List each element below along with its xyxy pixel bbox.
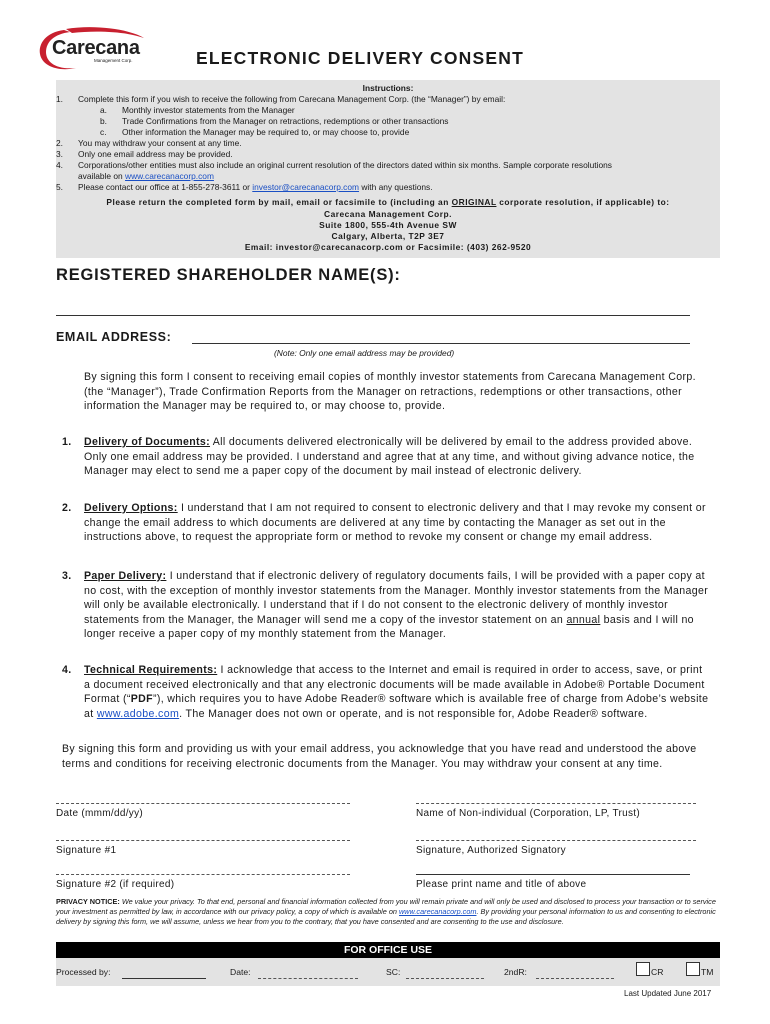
closing-paragraph: By signing this form and providing us with your email address, you acknowledge that you have read and understood the above terms and conditions for receiving electronic documents from the Manager. You may withdraw your consent at any time. [62,743,697,770]
term-paper-delivery: 3. Paper Delivery: I understand that if electronic delivery of regulatory documents fails, I will be provided with a paper copy at no cost, with the exception of monthly investor statements from the Manager. Monthly investor statements from the Manager will only be available electronically. I understand that if I do not consent to the electronic delivery of monthly investor statements from the Manager, the Manager will send me a copy of the investor statement on an annual basis and I will no longer receive a paper copy of my monthly statement from the Manager. [62,570,709,641]
non-individual-field[interactable] [416,803,696,804]
address-line-3: Calgary, Alberta, T2P 3E7 [331,231,445,241]
intro-paragraph: By signing this form I consent to receiving email copies of monthly investor statements from Carecana Management Corp. (the “Manager”), Trade Confirmation Reports from the Manager on retractions, redemptions or other transactions, other information the Manager may be required to, or may choose to, provide. [84,371,696,413]
resolutions-link[interactable]: www.carecanacorp.com [125,171,214,181]
sc-field[interactable] [406,978,484,979]
logo-text: Carecana [52,37,140,59]
print-name-field[interactable] [416,874,690,875]
authorized-signatory-field[interactable] [416,840,696,841]
office-use-header [56,942,720,958]
second-r-field[interactable] [536,978,614,979]
contact-email-link[interactable]: investor@carecanacorp.com [252,182,360,192]
shareholder-name-field[interactable] [56,315,690,316]
instruction-item-2: 2. You may withdraw your consent at any time. [56,138,242,148]
non-individual-label: Name of Non-individual (Corporation, LP, Trust) [416,808,641,819]
email-address-label: EMAIL ADDRESS: [56,330,172,344]
sc-label: SC: [386,967,401,977]
adobe-link[interactable]: www.adobe.com [96,707,180,720]
instruction-item-3: 3. Only one email address may be provided. [56,149,233,159]
registered-shareholder-heading: REGISTERED SHAREHOLDER NAME(S): [56,266,401,284]
term-technical-requirements: 4. Technical Requirements: I acknowledge that access to the Internet and email is required in order to access, save, or print a document received electronically and that any electronic documents will be made available in Adobe® Portable Document Format (“PDF”), which requires you to have Adobe Reader® software which is available free of charge from Adobe’s website at www.adobe.com. The Manager does not own or operate, and is not responsible for, Adobe Reader® software. [62,664,709,720]
processed-by-field[interactable] [122,978,206,979]
signature-2-field[interactable] [56,874,350,875]
office-use-title: FOR OFFICE USE [343,944,433,956]
office-date-label: Date: [230,967,251,977]
address-line-1: Carecana Management Corp. [324,209,452,219]
instruction-item-4-cont: available on www.carecanacorp.com [78,171,214,181]
company-logo [36,24,148,76]
office-date-field[interactable] [258,978,358,979]
logo-subtext: Management Corp. [94,58,133,63]
tm-checkbox[interactable] [686,962,700,976]
last-updated: Last Updated June 2017 [624,989,712,998]
instructions-box [56,80,720,258]
privacy-notice: PRIVACY NOTICE: We value your privacy. To that end, personal and financial information collected from you will remain private and will only be used and disclosed to process your transaction or to service your investment as permitted by law, in accordance with our privacy policy, a copy of which is available on www.carecanacorp.com. By providing your personal information to us and consenting to electronic delivery by signing this form, we will assume, unless we hear from you to the contrary, that you have consented and are consenting to the use and disclosure. [56,897,716,927]
cr-checkbox[interactable] [636,962,650,976]
print-name-label: Please print name and title of above [416,879,587,890]
instruction-subitem-a: a. Monthly investor statements from the Manager [100,105,295,115]
authorized-signatory-label: Signature, Authorized Signatory [416,845,566,856]
office-use-box [56,958,720,986]
instruction-subitem-c: c. Other information the Manager may be required to, or may choose to, provide [100,127,410,137]
privacy-link[interactable]: www.carecanacorp.com [399,907,477,917]
instruction-item-1: 1. Complete this form if you wish to receive the following from Carecana Management Corp. (the “Manager”) by email: [56,94,506,104]
term-delivery-options: 2. Delivery Options: I understand that I am not required to consent to electronic delivery and that I may revoke my consent or change the email address to which documents are delivered at any time by contacting the Manager as set out in the instructions above, to request the appropriate form or method to revoke my consent or change my email address. [62,502,706,544]
date-field[interactable] [56,803,350,804]
signature-1-label: Signature #1 [56,845,117,856]
instruction-item-4: 4. Corporations/other entities must also include an original current resolution of the directors dated within six months. Sample corporate resolutions [56,160,612,170]
email-note: (Note: Only one email address may be provided) [274,348,455,358]
document-title: ELECTRONIC DELIVERY CONSENT [196,48,524,68]
signature-1-field[interactable] [56,840,350,841]
date-label: Date (mmm/dd/yy) [56,808,144,819]
instruction-item-5: 5. Please contact our office at 1-855-278-3611 or investor@carecanacorp.com with any questions. [56,182,433,192]
instruction-subitem-b: b. Trade Confirmations from the Manager on retractions, redemptions or other transactions [100,116,449,126]
instructions-heading: Instructions: [362,83,414,93]
email-address-field[interactable] [192,343,690,344]
processed-by-label: Processed by: [56,967,111,977]
return-instructions: Please return the completed form by mail, email or facsimile to (including an ORIGINAL corporate resolution, if applicable) to: [106,197,670,207]
tm-label: TM [701,967,714,977]
cr-label: CR [651,967,664,977]
second-r-label: 2ndR: [504,967,527,977]
term-delivery-of-documents: 1. Delivery of Documents: All documents delivered electronically will be delivered by email to the address provided above. Only one email address may be provided. I understand and agree that at any time, and without giving advance notice, the Manager may elect to send me a paper copy of the document by mail instead of electronic delivery. [62,436,695,478]
address-line-4: Email: investor@carecanacorp.com or Facsimile: (403) 262-9520 [244,242,532,252]
address-line-2: Suite 1800, 555-4th Avenue SW [319,220,457,230]
signature-2-label: Signature #2 (if required) [56,879,175,890]
